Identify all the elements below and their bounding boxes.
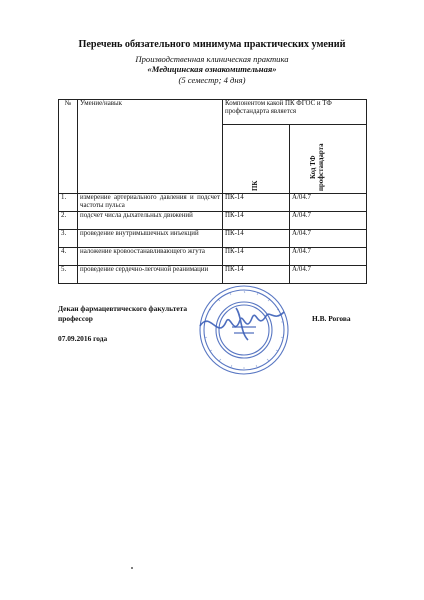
row-pk: ПК-14: [223, 248, 290, 266]
row-skill: подсчет числа дыхательных движений: [78, 212, 223, 230]
document-date: 07.09.2016 года: [58, 334, 108, 343]
row-pk: ПК-14: [223, 230, 290, 248]
row-skill: наложение кровоостанавливающего жгута: [78, 248, 223, 266]
header-tf-line1: Код ТФ: [310, 155, 317, 179]
dean-block: [58, 304, 187, 324]
table-header-row: [59, 100, 367, 125]
dean-name: Н.В. Рогова: [312, 314, 351, 323]
practice-type: Производственная клиническая практика: [135, 54, 289, 64]
header-pk-label: ПК: [252, 180, 259, 191]
scan-speck: [131, 567, 133, 569]
row-tf: А/04.7: [290, 194, 367, 212]
row-num: 1.: [59, 194, 78, 212]
practice-term: (5 семестр; 4 дня): [178, 75, 246, 85]
row-tf: А/04.7: [290, 266, 367, 284]
header-num: №: [59, 100, 78, 194]
header-tf-line2: профстандарта: [318, 143, 325, 191]
row-pk: ПК-14: [223, 194, 290, 212]
header-pk: [223, 125, 290, 194]
row-tf: А/04.7: [290, 248, 367, 266]
dean-position: Декан фармацевтического факультета: [58, 304, 188, 313]
row-tf: А/04.7: [290, 212, 367, 230]
skills-table: [58, 99, 367, 284]
table-body: [59, 194, 367, 284]
table-row: [59, 266, 367, 284]
table-row: [59, 248, 367, 266]
table-row: [59, 230, 367, 248]
dean-title: профессор: [58, 314, 93, 323]
header-tf-label: [310, 143, 326, 191]
table-row: [59, 194, 367, 212]
row-num: 5.: [59, 266, 78, 284]
row-num: 2.: [59, 212, 78, 230]
row-skill: измерение артериального давления и подсчет частоты пульса: [78, 194, 223, 212]
practice-name: [0, 64, 424, 75]
header-tf: [290, 125, 367, 194]
row-skill: проведение сердечно-легочной реанимации: [78, 266, 223, 284]
row-pk: ПК-14: [223, 266, 290, 284]
header-skill: Умение/навык: [78, 100, 223, 194]
header-competence: Компонентом какой ПК ФГОС и ТФ профстандарта является: [223, 100, 367, 125]
row-pk: ПК-14: [223, 212, 290, 230]
row-skill: проведение внутримышечных инъекций: [78, 230, 223, 248]
table-row: [59, 212, 367, 230]
document-title: Перечень обязательного минимума практических умений: [78, 39, 346, 50]
official-seal: [196, 282, 292, 378]
row-num: 4.: [59, 248, 78, 266]
practice-name-text: «Медицинская ознакомительная»: [147, 64, 277, 74]
row-tf: А/04.7: [290, 230, 367, 248]
row-num: 3.: [59, 230, 78, 248]
